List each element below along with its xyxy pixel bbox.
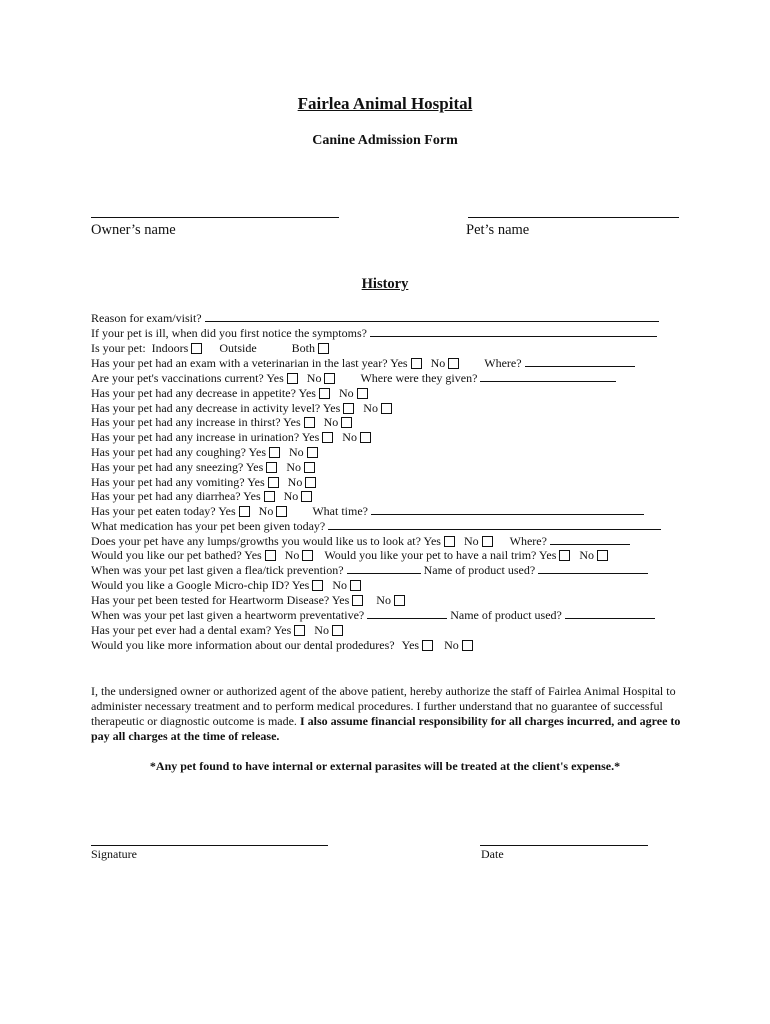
question-activity bbox=[91, 401, 392, 415]
yes-checkbox[interactable] bbox=[266, 462, 277, 473]
no-checkbox[interactable] bbox=[332, 625, 343, 636]
reason-blank[interactable] bbox=[205, 312, 659, 322]
question-reason bbox=[91, 311, 659, 325]
no-label: No bbox=[287, 475, 303, 489]
no-label: No bbox=[314, 623, 329, 637]
date-line[interactable] bbox=[480, 845, 648, 846]
history-heading: History bbox=[361, 276, 409, 292]
question-label: Has your pet had any coughing? bbox=[91, 445, 246, 459]
question-dental-exam bbox=[91, 623, 343, 637]
no-label: No bbox=[338, 386, 354, 400]
question-label: Has your pet had an exam with a veterinarian in the last year? bbox=[91, 356, 388, 370]
no-label: No bbox=[283, 489, 299, 503]
yes-label: Yes bbox=[266, 371, 284, 385]
nail-no-checkbox[interactable] bbox=[597, 550, 608, 561]
question-medication bbox=[91, 519, 661, 533]
pet-name-line[interactable] bbox=[468, 217, 679, 218]
yes-checkbox[interactable] bbox=[322, 432, 333, 443]
question-label: When was your pet last given a heartworm preventative? bbox=[91, 608, 365, 622]
no-label: No bbox=[286, 460, 301, 474]
question-label: Has your pet had any diarrhea? bbox=[91, 489, 241, 503]
yes-label: Yes bbox=[390, 356, 408, 370]
form-subtitle: Canine Admission Form bbox=[312, 133, 458, 148]
no-label: No bbox=[444, 638, 459, 652]
no-checkbox[interactable] bbox=[381, 403, 392, 414]
no-checkbox[interactable] bbox=[394, 595, 405, 606]
no-checkbox[interactable] bbox=[360, 432, 371, 443]
question-eaten bbox=[91, 504, 644, 518]
no-label: No bbox=[332, 578, 348, 592]
question-label: Has your pet had any decrease in appetite? bbox=[91, 386, 296, 400]
no-checkbox[interactable] bbox=[357, 388, 368, 399]
indoors-checkbox[interactable] bbox=[191, 343, 202, 354]
what-time-blank[interactable] bbox=[371, 505, 644, 515]
no-checkbox[interactable] bbox=[276, 506, 287, 517]
where-blank[interactable] bbox=[550, 535, 630, 545]
yes-label: Yes bbox=[245, 460, 264, 474]
question-label: Has your pet been tested for Heartworm Disease? bbox=[91, 593, 330, 607]
yes-label: Yes bbox=[218, 504, 236, 518]
parasite-notice: *Any pet found to have internal or external parasites will be treated at the client's expense.* bbox=[149, 759, 621, 773]
question-label: Has your pet had any sneezing? bbox=[91, 460, 244, 474]
no-checkbox[interactable] bbox=[448, 358, 459, 369]
bathed-no-checkbox[interactable] bbox=[302, 550, 313, 561]
owner-name-label: Owner’s name bbox=[91, 222, 176, 238]
flea-date-blank[interactable] bbox=[347, 564, 421, 574]
yes-checkbox[interactable] bbox=[444, 536, 455, 547]
form-title: Fairlea Animal Hospital bbox=[297, 94, 473, 113]
question-label: Has your pet had any increase in thirst? bbox=[91, 415, 281, 429]
yes-label: Yes bbox=[298, 386, 316, 400]
yes-label: Yes bbox=[283, 415, 301, 429]
question-label: When was your pet last given a flea/tick prevention? bbox=[91, 563, 344, 577]
owner-name-line[interactable] bbox=[91, 217, 339, 218]
flea-product-blank[interactable] bbox=[538, 564, 648, 574]
medication-blank[interactable] bbox=[328, 520, 661, 530]
yes-checkbox[interactable] bbox=[304, 417, 315, 428]
yes-checkbox[interactable] bbox=[411, 358, 422, 369]
question-label: Has your pet ever had a dental exam? bbox=[91, 623, 272, 637]
yes-label: Yes bbox=[291, 578, 310, 592]
heartworm-product-blank[interactable] bbox=[565, 609, 655, 619]
question-label: Does your pet have any lumps/growths you would like us to look at? bbox=[91, 534, 421, 548]
yes-checkbox[interactable] bbox=[294, 625, 305, 636]
question-diarrhea bbox=[91, 489, 312, 503]
no-label: No bbox=[376, 593, 391, 607]
question-label: If your pet is ill, when did you first notice the symptoms? bbox=[91, 326, 367, 340]
yes-label: Yes bbox=[423, 534, 441, 548]
both-checkbox[interactable] bbox=[318, 343, 329, 354]
question-label: Would you like a Google Micro-chip ID? bbox=[91, 578, 290, 592]
question-dental-info bbox=[91, 638, 473, 652]
question-label: Has your pet had any vomiting? bbox=[91, 475, 245, 489]
question-label: What medication has your pet been given today? bbox=[91, 519, 326, 533]
no-label: No bbox=[289, 445, 304, 459]
yes-checkbox[interactable] bbox=[343, 403, 354, 414]
question-urination bbox=[91, 430, 371, 444]
question-label: Has your pet had any increase in urination? bbox=[91, 430, 300, 444]
question-vomiting bbox=[91, 475, 316, 489]
question-label: Is your pet: bbox=[91, 341, 146, 355]
question-label: Are your pet's vaccinations current? bbox=[91, 371, 264, 385]
question-heartworm-test bbox=[91, 593, 405, 607]
no-checkbox[interactable] bbox=[301, 491, 312, 502]
yes-label: Yes bbox=[331, 593, 350, 607]
signature-line[interactable] bbox=[91, 845, 328, 846]
question-exam-vet bbox=[91, 356, 635, 370]
option-label: Outside bbox=[219, 341, 257, 355]
question-microchip bbox=[91, 578, 361, 592]
authorization-text: I, the undersigned owner or authorized agent of the above patient, hereby authorize the staff of Fairlea Animal Hospital to administer necessary treatment and to perform medical procedures. I further understand that no guarantee of successful therapeutic or diagnostic outcome is made. bbox=[91, 684, 676, 728]
question-lumps bbox=[91, 534, 630, 548]
yes-label: Yes bbox=[273, 623, 292, 637]
question-flea bbox=[91, 563, 648, 577]
bathed-yes-checkbox[interactable] bbox=[265, 550, 276, 561]
no-checkbox[interactable] bbox=[482, 536, 493, 547]
question-grooming bbox=[91, 548, 608, 562]
yes-checkbox[interactable] bbox=[268, 477, 279, 488]
question-label: Would you like our pet bathed? bbox=[91, 548, 242, 562]
question-label: Has your pet eaten today? bbox=[91, 504, 216, 518]
no-checkbox[interactable] bbox=[307, 447, 318, 458]
ill-blank[interactable] bbox=[370, 327, 657, 337]
no-checkbox[interactable] bbox=[350, 580, 361, 591]
no-checkbox[interactable] bbox=[324, 373, 335, 384]
yes-label: Yes bbox=[243, 489, 261, 503]
yes-checkbox[interactable] bbox=[269, 447, 280, 458]
product-used-label: Name of product used? bbox=[450, 608, 562, 622]
question-coughing bbox=[91, 445, 318, 459]
where-given-label: Where were they given? bbox=[360, 371, 478, 385]
no-label: No bbox=[363, 401, 378, 415]
what-time-label: What time? bbox=[312, 504, 368, 518]
question-thirst bbox=[91, 415, 352, 429]
no-label: No bbox=[579, 548, 595, 562]
product-used-label: Name of product used? bbox=[423, 563, 536, 577]
yes-checkbox[interactable] bbox=[287, 373, 298, 384]
where-given-blank[interactable] bbox=[480, 372, 616, 382]
authorization-bold: I also assume financial responsibility for all charges incurred, and agree to pay all charges at the time of release. bbox=[91, 714, 681, 743]
question-vaccinations bbox=[91, 371, 616, 385]
yes-checkbox[interactable] bbox=[239, 506, 250, 517]
no-checkbox[interactable] bbox=[341, 417, 352, 428]
yes-label: Yes bbox=[401, 638, 420, 652]
question-environment bbox=[91, 341, 329, 355]
question-sneezing bbox=[91, 460, 315, 474]
where-label: Where? bbox=[509, 534, 547, 548]
nail-trim-label: Would you like your pet to have a nail trim? bbox=[324, 548, 537, 562]
no-checkbox[interactable] bbox=[304, 462, 315, 473]
no-label: No bbox=[284, 548, 300, 562]
question-label: Reason for exam/visit? bbox=[91, 311, 202, 325]
question-ill bbox=[91, 326, 657, 340]
yes-checkbox[interactable] bbox=[312, 580, 323, 591]
no-checkbox[interactable] bbox=[305, 477, 316, 488]
no-checkbox[interactable] bbox=[462, 640, 473, 651]
no-label: No bbox=[430, 356, 446, 370]
where-blank[interactable] bbox=[525, 357, 635, 367]
option-label: Both bbox=[291, 341, 316, 355]
nail-yes-checkbox[interactable] bbox=[559, 550, 570, 561]
yes-checkbox[interactable] bbox=[422, 640, 433, 651]
question-heartworm-prev bbox=[91, 608, 655, 622]
signature-label: Signature bbox=[91, 847, 137, 861]
yes-label: Yes bbox=[247, 475, 265, 489]
no-label: No bbox=[323, 415, 339, 429]
no-label: No bbox=[306, 371, 322, 385]
no-label: No bbox=[342, 430, 357, 444]
option-label: Indoors bbox=[151, 341, 189, 355]
no-label: No bbox=[258, 504, 274, 518]
yes-checkbox[interactable] bbox=[264, 491, 275, 502]
yes-checkbox[interactable] bbox=[352, 595, 363, 606]
where-label: Where? bbox=[484, 356, 522, 370]
yes-label: Yes bbox=[248, 445, 266, 459]
question-label: Has your pet had any decrease in activity level? bbox=[91, 401, 321, 415]
authorization-paragraph bbox=[91, 684, 681, 744]
yes-label: Yes bbox=[322, 401, 341, 415]
no-label: No bbox=[463, 534, 479, 548]
question-appetite bbox=[91, 386, 368, 400]
date-label: Date bbox=[481, 847, 504, 861]
heartworm-date-blank[interactable] bbox=[367, 609, 447, 619]
pet-name-label: Pet’s name bbox=[466, 222, 530, 238]
yes-label: Yes bbox=[244, 548, 262, 562]
question-label: Would you like more information about our dental prodedures? bbox=[91, 638, 395, 652]
yes-label: Yes bbox=[538, 548, 557, 562]
yes-label: Yes bbox=[301, 430, 320, 444]
yes-checkbox[interactable] bbox=[319, 388, 330, 399]
